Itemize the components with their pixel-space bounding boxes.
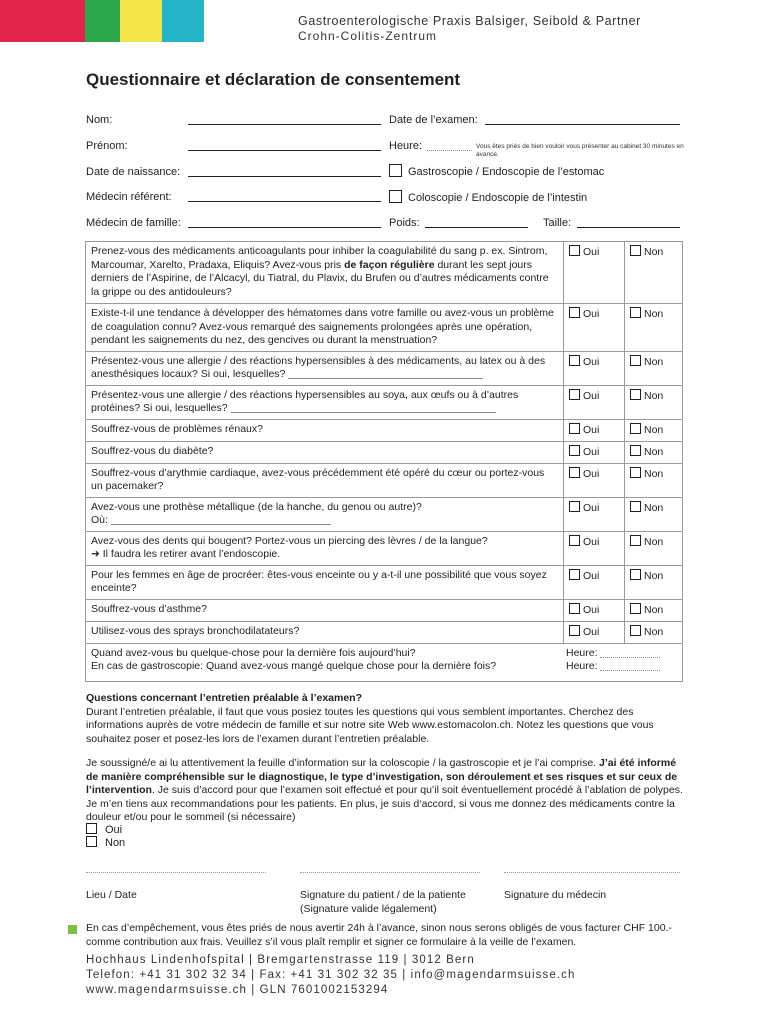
- last-time-fields: [566, 647, 660, 674]
- checkbox[interactable]: [86, 823, 97, 834]
- consent-oui-option[interactable]: Oui: [86, 823, 122, 836]
- logo-bar-red: [0, 0, 85, 42]
- checkbox[interactable]: [569, 603, 580, 614]
- field-nom[interactable]: [188, 124, 381, 125]
- field-date-examen[interactable]: [485, 124, 680, 125]
- table-row: [86, 385, 683, 419]
- checkbox[interactable]: [630, 535, 641, 546]
- checkbox[interactable]: [630, 389, 641, 400]
- field-naissance[interactable]: [188, 176, 381, 177]
- last-meal-question: [86, 643, 683, 681]
- heure-drink-field[interactable]: [600, 647, 660, 658]
- answer-no[interactable]: Non: [625, 419, 683, 441]
- question-text: Utilisez-vous des sprays bronchodilatateurs?: [86, 621, 564, 643]
- checkbox[interactable]: [569, 569, 580, 580]
- footer-web: www.magendarmsuisse.ch | GLN 7601002153294: [86, 984, 389, 996]
- question-text: Souffrez-vous d’arythmie cardiaque, avez-vous précédemment été opéré du cœur ou portez-vous un pacemaker?: [86, 463, 564, 497]
- heure-label: Heure:: [566, 660, 598, 672]
- checkbox[interactable]: [630, 423, 641, 434]
- answer-line[interactable]: [111, 514, 331, 525]
- question-text: Souffrez-vous de problèmes rénaux?: [86, 419, 564, 441]
- heure-note: Vous êtes priés de bien vouloir vous présenter au cabinet 30 minutes en avance.: [476, 143, 684, 158]
- option-coloscopie[interactable]: [389, 190, 587, 204]
- logo-bar-green: [85, 0, 120, 42]
- label-signature-patient: Signature du patient / de la patiente: [300, 889, 466, 901]
- answer-no[interactable]: Non: [625, 304, 683, 352]
- last-meal-text: En cas de gastroscopie: Quand avez-vous mangé quelque chose pour la dernière fois?: [91, 660, 497, 672]
- answer-yes[interactable]: Oui: [564, 304, 625, 352]
- label-prenom: Prénom:: [86, 140, 128, 152]
- checkbox[interactable]: [630, 245, 641, 256]
- field-medecin-referent[interactable]: [188, 201, 381, 202]
- answer-yes[interactable]: Oui: [564, 242, 625, 304]
- entretien-title: Questions concernant l’entretien préalable à l’examen?: [86, 692, 363, 704]
- signature-line-lieu[interactable]: [86, 872, 266, 873]
- table-row: [86, 621, 683, 643]
- answer-no[interactable]: Non: [625, 599, 683, 621]
- checkbox[interactable]: [569, 423, 580, 434]
- answer-yes[interactable]: Oui: [564, 419, 625, 441]
- consent-text-bold: J’ai été informé de manière compréhensible sur le diagnostique, le type d’investigation, son déroulement et ses risques et sur ceux de l’intervention: [86, 757, 678, 796]
- label-date-examen: Date de l’examen:: [389, 114, 478, 126]
- label-signature-valide: (Signature valide légalement): [300, 903, 437, 915]
- notice-bullet-icon: [68, 925, 77, 934]
- field-taille[interactable]: [577, 227, 680, 228]
- checkbox[interactable]: [630, 445, 641, 456]
- checkbox[interactable]: [630, 625, 641, 636]
- heure-label: Heure:: [566, 646, 598, 659]
- checkbox[interactable]: [630, 467, 641, 478]
- question-text: Pour les femmes en âge de procréer: êtes-vous enceinte ou y a-t-il une possibilité que vous soyez enceinte?: [86, 565, 564, 599]
- question-text: Présentez-vous une allergie / des réactions hypersensibles au soya, aux œufs ou à d’autres protéines? Si oui, lesquelles?: [86, 385, 564, 419]
- label-poids: Poids:: [389, 217, 420, 229]
- entretien-section: [86, 692, 686, 746]
- checkbox[interactable]: [569, 445, 580, 456]
- label-heure: Heure:: [389, 140, 423, 152]
- question-text: Souffrez-vous d’asthme?: [86, 599, 564, 621]
- table-row: [86, 463, 683, 497]
- answer-yes[interactable]: Oui: [564, 497, 625, 531]
- table-row-last: [86, 643, 683, 681]
- answer-no[interactable]: Non: [625, 385, 683, 419]
- label-signature-medecin: Signature du médecin: [504, 889, 607, 901]
- checkbox[interactable]: [630, 307, 641, 318]
- table-row: [86, 531, 683, 565]
- checkbox[interactable]: [569, 355, 580, 366]
- answer-no[interactable]: Non: [625, 242, 683, 304]
- checkbox[interactable]: [569, 467, 580, 478]
- footer-contact: Telefon: +41 31 302 32 34 | Fax: +41 31 302 32 35 | info@magendarmsuisse.ch: [86, 969, 576, 981]
- label-medecin-famille: Médecin de famille:: [86, 217, 181, 229]
- signature-line-medecin[interactable]: [504, 872, 680, 873]
- answer-no[interactable]: Non: [625, 351, 683, 385]
- last-drink-text: Quand avez-vous bu quelque-chose pour la dernière fois aujourd’hui?: [91, 646, 416, 659]
- checkbox[interactable]: [630, 355, 641, 366]
- answer-yes[interactable]: Oui: [564, 599, 625, 621]
- answer-no[interactable]: Non: [625, 621, 683, 643]
- field-heure[interactable]: [427, 150, 472, 151]
- arrow-icon: ➜: [91, 548, 100, 560]
- label-lieu-date: Lieu / Date: [86, 889, 137, 901]
- checkbox[interactable]: [630, 603, 641, 614]
- answer-yes[interactable]: Oui: [564, 351, 625, 385]
- label-medecin-referent: Médecin référent:: [86, 191, 172, 203]
- label-naissance: Date de naissance:: [86, 166, 181, 178]
- coloscopie-label: Coloscopie / Endoscopie de l’intestin: [408, 192, 588, 204]
- label-nom: Nom:: [86, 114, 113, 126]
- checkbox[interactable]: [630, 501, 641, 512]
- field-prenom[interactable]: [188, 150, 381, 151]
- label-taille: Taille:: [543, 217, 572, 229]
- answer-no[interactable]: Non: [625, 463, 683, 497]
- answer-line[interactable]: [231, 402, 496, 413]
- consent-section: [86, 757, 686, 825]
- checkbox[interactable]: [569, 535, 580, 546]
- table-row: [86, 242, 683, 304]
- option-gastroscopie[interactable]: [389, 164, 604, 178]
- checkbox[interactable]: [569, 389, 580, 400]
- checkbox[interactable]: [569, 307, 580, 318]
- checkbox[interactable]: [569, 245, 580, 256]
- answer-yes[interactable]: Oui: [564, 621, 625, 643]
- gastroscopie-label: Gastroscopie / Endoscopie de l’estomac: [408, 166, 605, 178]
- coloscopie-checkbox[interactable]: [389, 190, 402, 203]
- practice-name: Gastroenterologische Praxis Balsiger, Seibold & Partner: [298, 14, 641, 28]
- checkbox[interactable]: [86, 836, 97, 847]
- answer-no[interactable]: Non: [625, 565, 683, 599]
- checkbox[interactable]: [630, 569, 641, 580]
- table-row: [86, 304, 683, 352]
- answer-yes[interactable]: Oui: [564, 463, 625, 497]
- question-text: Présentez-vous une allergie / des réactions hypersensibles à des médicaments, au latex ou à des anesthésiques locaux? Si oui, lesquelles?: [86, 351, 564, 385]
- question-text: Avez-vous une prothèse métallique (de la hanche, du genou ou autre)? Où:: [86, 497, 564, 531]
- question-text: Prenez-vous des médicaments anticoagulants pour inhiber la coagulabilité du sang p. ex. Sintrom, Marcoumar, Xarelto, Pradaxa, Eliquis? Avez-vous pris de façon régulière durant les sept jours derniers de l’Aspirine, de l’Alcacyl, du Tiatral, du Plavix, du Brufen ou d’autres médicaments contre la grippe ou des antidouleurs?: [86, 242, 564, 304]
- consent-text-1: Je soussigné/e ai lu attentivement la feuille d’information sur la coloscopie / la gastroscopie et je l’ai comprise.: [86, 757, 600, 769]
- center-name: Crohn-Colitis-Zentrum: [298, 29, 438, 43]
- consent-non-option[interactable]: Non: [86, 836, 125, 849]
- field-medecin-famille[interactable]: [188, 227, 381, 228]
- consent-text-2: . Je suis d’accord pour que l’examen soit effectué et pour qu’il soit éventuellement procédé à l’ablation de polypes. Je m’en tiens aux recommandations pour les patients. En plus, je suis d‘accord, si vous me donnez des médicaments contre la douleur et/ou pour le sommeil (si nécessaire): [86, 784, 683, 823]
- checkbox[interactable]: [569, 625, 580, 636]
- answer-yes[interactable]: Oui: [564, 385, 625, 419]
- question-text: Souffrez-vous du diabète?: [86, 441, 564, 463]
- gastroscopie-checkbox[interactable]: [389, 164, 402, 177]
- page-title: Questionnaire et déclaration de consentement: [86, 70, 461, 89]
- table-row: [86, 599, 683, 621]
- answer-yes[interactable]: Oui: [564, 441, 625, 463]
- logo-bar-cyan: [162, 0, 204, 42]
- question-text: Existe-t-il une tendance à développer des hématomes dans votre famille ou avez-vous un problème de coagulation connu? Avez-vous remarqué des saignements prolongées après une opération, pendant les saignements du nez, des gencives ou durant la menstruation?: [86, 304, 564, 352]
- table-row: [86, 351, 683, 385]
- answer-no[interactable]: Non: [625, 531, 683, 565]
- entretien-text: Durant l’entretien préalable, il faut que vous posiez toutes les questions qui vous semblent importantes. Cherchez des informations auprès de votre médecin de famille et sur notre site Web www.estomacolon.ch. Notez les questions que vous souhaitez poser et posez-les lors de l’examen durant l’entretien préalable.: [86, 705, 654, 745]
- table-row: [86, 565, 683, 599]
- answer-yes[interactable]: Oui: [564, 565, 625, 599]
- answer-yes[interactable]: Oui: [564, 531, 625, 565]
- table-row: [86, 419, 683, 441]
- questionnaire-table: [85, 241, 683, 682]
- checkbox[interactable]: [569, 501, 580, 512]
- logo-bar-yellow: [120, 0, 162, 42]
- heure-meal-field[interactable]: [600, 660, 660, 671]
- answer-no[interactable]: Non: [625, 441, 683, 463]
- answer-no[interactable]: Non: [625, 497, 683, 531]
- answer-line[interactable]: [288, 368, 483, 379]
- table-row: [86, 497, 683, 531]
- table-row: [86, 441, 683, 463]
- field-poids[interactable]: [425, 227, 528, 228]
- signature-line-patient[interactable]: [300, 872, 480, 873]
- cancellation-notice: En cas d’empêchement, vous êtes priés de nous avertir 24h à l’avance, sinon nous serons obligés de vous facturer CHF 100.- comme contribution aux frais. Veuillez s’il vous plaît remplir et signer ce formulaire à la veille de l’examen.: [86, 922, 672, 948]
- question-text: Avez-vous des dents qui bougent? Portez-vous un piercing des lèvres / de la langue? ➜ Il faudra les retirer avant l’endoscopie.: [86, 531, 564, 565]
- footer-address: Hochhaus Lindenhofspital | Bremgartenstrasse 119 | 3012 Bern: [86, 954, 475, 966]
